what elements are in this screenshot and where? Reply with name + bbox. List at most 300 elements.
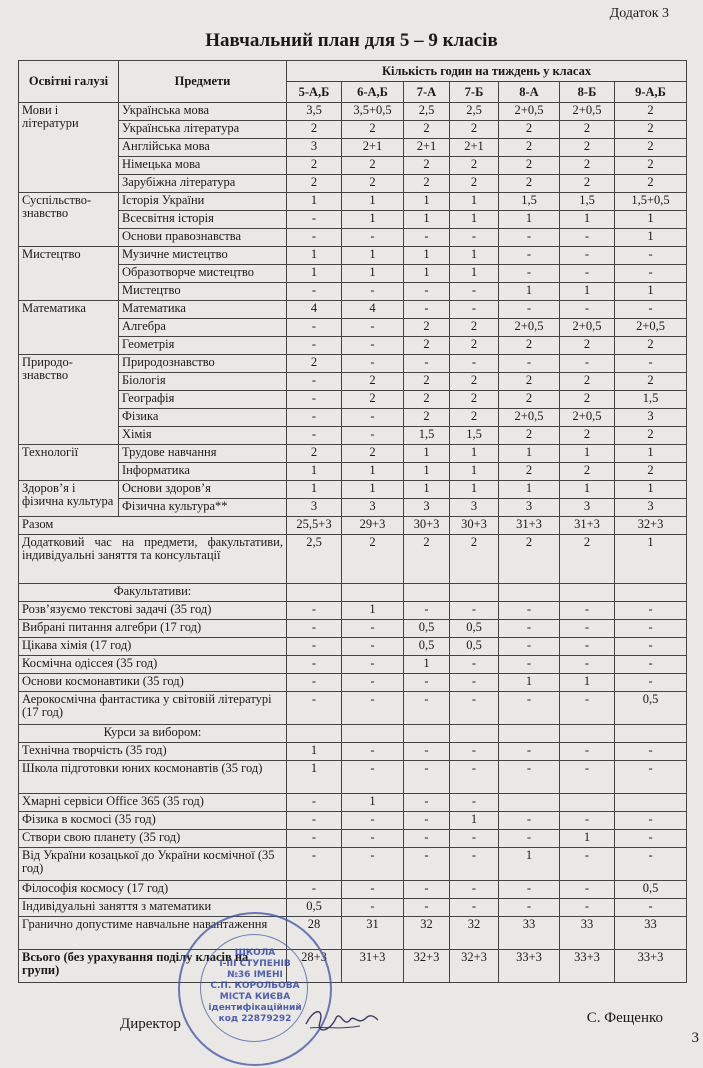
table-row — [19, 481, 687, 499]
hours-cell: - — [499, 743, 560, 761]
hours-cell: - — [615, 355, 687, 373]
subject-cell: Історія України — [119, 193, 287, 211]
hours-cell: - — [499, 265, 560, 283]
hours-cell: - — [450, 794, 499, 812]
hours-cell: 1 — [560, 481, 615, 499]
course-row — [19, 743, 687, 761]
hours-cell: 1 — [615, 445, 687, 463]
row-label: Школа підготовки юних космонавтів (35 год) — [19, 761, 287, 794]
stamp-line: код 22879292 — [218, 1014, 292, 1024]
hours-cell: 2 — [342, 373, 404, 391]
hours-cell: 1 — [450, 247, 499, 265]
table-row — [19, 427, 687, 445]
section-title: Факультативи: — [19, 584, 287, 602]
hours-cell: 3,5 — [287, 103, 342, 121]
hours-cell: 1 — [499, 283, 560, 301]
hours-cell: 28 — [287, 917, 342, 950]
page-title: Навчальний план для 5 – 9 класів — [205, 30, 498, 51]
empty-cell — [450, 725, 499, 743]
row-label: Гранично допустиме навчальне навантаження — [19, 917, 287, 950]
hours-cell: 2 — [342, 175, 404, 193]
empty-cell — [560, 584, 615, 602]
empty-cell — [499, 725, 560, 743]
subject-cell: Англійська мова — [119, 139, 287, 157]
subject-cell: Фізика — [119, 409, 287, 427]
hours-cell: - — [342, 830, 404, 848]
hours-cell: 1 — [287, 743, 342, 761]
hours-cell: 31+3 — [342, 950, 404, 983]
stamp-line: МІСТА КИЄВА — [219, 992, 291, 1002]
hours-cell: 2 — [560, 121, 615, 139]
hours-cell: - — [287, 848, 342, 881]
hours-cell: 1 — [450, 481, 499, 499]
hours-cell: 2 — [499, 337, 560, 355]
hours-cell: 2 — [615, 337, 687, 355]
elective-row — [19, 692, 687, 725]
hours-cell: - — [342, 899, 404, 917]
hours-cell: 1 — [342, 247, 404, 265]
row-label: Створи свою планету (35 год) — [19, 830, 287, 848]
hours-cell: 0,5 — [287, 899, 342, 917]
hours-cell: - — [615, 899, 687, 917]
hours-cell: - — [287, 830, 342, 848]
hours-cell: - — [342, 656, 404, 674]
hours-cell: - — [404, 794, 450, 812]
subject-cell: Музичне мистецтво — [119, 247, 287, 265]
hours-cell: 2 — [499, 535, 560, 584]
row-label: Цікава хімія (17 год) — [19, 638, 287, 656]
hours-cell: 0,5 — [615, 692, 687, 725]
hours-cell: - — [615, 265, 687, 283]
hours-cell: 2 — [499, 373, 560, 391]
director-signature — [300, 1004, 380, 1038]
hours-cell: - — [450, 355, 499, 373]
hours-cell: 2 — [499, 175, 560, 193]
hours-cell: - — [499, 247, 560, 265]
hours-cell: 2 — [560, 337, 615, 355]
hours-cell: 2+0,5 — [499, 103, 560, 121]
hours-cell: - — [404, 743, 450, 761]
hours-cell: - — [450, 674, 499, 692]
hours-cell: 4 — [287, 301, 342, 319]
hours-cell: 1 — [450, 265, 499, 283]
hours-cell: - — [450, 743, 499, 761]
hours-cell: 1 — [287, 463, 342, 481]
table-row — [19, 193, 687, 211]
stamp-line: ідентифікаційний — [208, 1003, 302, 1013]
table-row — [19, 301, 687, 319]
hours-cell: 2 — [404, 409, 450, 427]
hours-cell: 0,5 — [450, 638, 499, 656]
hours-cell: - — [499, 638, 560, 656]
hours-cell: 1 — [450, 445, 499, 463]
hours-cell: 33+3 — [615, 950, 687, 983]
hours-cell: 2 — [404, 391, 450, 409]
hours-cell: - — [342, 692, 404, 725]
hours-cell: 3 — [342, 499, 404, 517]
hours-cell: 3 — [404, 499, 450, 517]
hours-cell: - — [342, 620, 404, 638]
hours-cell: 1 — [287, 761, 342, 794]
row-label: Вибрані питання алгебри (17 год) — [19, 620, 287, 638]
hours-cell: 1,5 — [615, 391, 687, 409]
hours-cell: 0,5 — [615, 881, 687, 899]
hours-cell: 31+3 — [499, 517, 560, 535]
hours-cell: - — [615, 743, 687, 761]
hours-cell: 1 — [615, 211, 687, 229]
empty-cell — [287, 584, 342, 602]
hours-cell: - — [342, 761, 404, 794]
hours-cell: 2 — [287, 445, 342, 463]
hours-cell: 1 — [450, 193, 499, 211]
hours-cell: - — [499, 881, 560, 899]
subject-cell: Зарубіжна література — [119, 175, 287, 193]
hours-cell: 2 — [560, 373, 615, 391]
hours-cell: - — [615, 812, 687, 830]
hours-cell: 2 — [404, 175, 450, 193]
hours-cell: 3 — [499, 499, 560, 517]
plan-body — [19, 103, 687, 983]
hours-cell: - — [450, 830, 499, 848]
hours-cell: 1 — [287, 247, 342, 265]
hours-cell: 2 — [560, 157, 615, 175]
hours-cell: - — [560, 692, 615, 725]
hours-cell: 25,5+3 — [287, 517, 342, 535]
subject-cell: Географія — [119, 391, 287, 409]
total-row — [19, 517, 687, 535]
hours-cell: 1 — [615, 229, 687, 247]
hours-cell: 2+0,5 — [499, 319, 560, 337]
area-cell: Здоров’я і фізична культура — [19, 481, 119, 517]
row-label: Основи космонавтики (35 год) — [19, 674, 287, 692]
hours-cell: - — [450, 761, 499, 794]
hours-cell: 1 — [615, 481, 687, 499]
course-row — [19, 881, 687, 899]
table-row — [19, 283, 687, 301]
hours-cell: - — [287, 427, 342, 445]
row-label: Фізика в космосі (35 год) — [19, 812, 287, 830]
hours-cell: 2 — [450, 337, 499, 355]
hours-cell: 1,5+0,5 — [615, 193, 687, 211]
hours-cell: - — [404, 674, 450, 692]
hours-cell: 3 — [450, 499, 499, 517]
empty-cell — [615, 584, 687, 602]
hours-cell: - — [287, 620, 342, 638]
hours-cell: 1 — [404, 463, 450, 481]
hours-cell: - — [287, 229, 342, 247]
hours-cell: 28+3 — [287, 950, 342, 983]
hours-cell: - — [499, 692, 560, 725]
hours-cell: 2 — [615, 157, 687, 175]
hours-cell: 4 — [342, 301, 404, 319]
hours-cell: 1,5 — [404, 427, 450, 445]
hours-cell: 2 — [342, 445, 404, 463]
hours-cell: 1 — [342, 463, 404, 481]
hours-cell: 2 — [615, 139, 687, 157]
stamp-line: І-ІІІ СТУПЕНІВ — [219, 959, 291, 969]
hours-cell: - — [450, 848, 499, 881]
hours-cell: - — [287, 638, 342, 656]
subject-cell: Всесвітня історія — [119, 211, 287, 229]
subject-cell: Основи правознавства — [119, 229, 287, 247]
hours-cell: - — [342, 319, 404, 337]
empty-cell — [404, 584, 450, 602]
hours-cell: 2 — [499, 427, 560, 445]
table-row — [19, 211, 687, 229]
hours-cell: 3 — [287, 499, 342, 517]
hours-cell: - — [450, 602, 499, 620]
hours-cell: 2 — [404, 319, 450, 337]
hours-cell: - — [404, 692, 450, 725]
hours-cell: 29+3 — [342, 517, 404, 535]
hours-cell: - — [499, 301, 560, 319]
elective-row — [19, 620, 687, 638]
hours-cell: - — [615, 830, 687, 848]
area-cell: Мови і літератури — [19, 103, 119, 193]
hours-cell: - — [560, 743, 615, 761]
hours-cell: - — [560, 848, 615, 881]
hours-cell: 2 — [342, 535, 404, 584]
hours-cell: 33 — [560, 917, 615, 950]
hours-cell: 1 — [560, 674, 615, 692]
hours-cell: 33+3 — [560, 950, 615, 983]
class-header-4: 8-А — [499, 82, 560, 103]
hours-cell: - — [404, 899, 450, 917]
row-label: Хмарні сервіси Office 365 (35 год) — [19, 794, 287, 812]
subject-cell: Українська література — [119, 121, 287, 139]
hours-cell: - — [560, 265, 615, 283]
hours-cell: - — [499, 830, 560, 848]
hours-cell: 3 — [615, 499, 687, 517]
hours-cell: 2 — [615, 103, 687, 121]
hours-cell: - — [560, 881, 615, 899]
subject-cell: Основи здоров’я — [119, 481, 287, 499]
hours-cell: 1 — [342, 794, 404, 812]
hours-cell: - — [342, 848, 404, 881]
class-header-1: 6-А,Б — [342, 82, 404, 103]
hours-cell: 2 — [450, 121, 499, 139]
hours-cell: 1 — [499, 848, 560, 881]
hours-cell: 32 — [404, 917, 450, 950]
hours-cell: 31+3 — [560, 517, 615, 535]
hours-cell: - — [499, 355, 560, 373]
hours-cell: 1,5 — [560, 193, 615, 211]
subject-cell: Математика — [119, 301, 287, 319]
course-row — [19, 794, 687, 812]
hours-cell: 1 — [560, 445, 615, 463]
hours-cell: - — [404, 848, 450, 881]
hours-cell: - — [450, 692, 499, 725]
hours-cell: 0,5 — [404, 638, 450, 656]
hours-cell: 2 — [404, 121, 450, 139]
hours-cell: 2+0,5 — [560, 103, 615, 121]
hours-cell: 2+0,5 — [615, 319, 687, 337]
hours-cell: 2 — [450, 175, 499, 193]
table-row — [19, 355, 687, 373]
subject-cell: Німецька мова — [119, 157, 287, 175]
hours-cell: 1 — [404, 211, 450, 229]
subject-cell: Українська мова — [119, 103, 287, 121]
hours-cell: 3 — [615, 409, 687, 427]
hours-cell: - — [287, 881, 342, 899]
hours-cell: 2 — [450, 157, 499, 175]
subject-cell: Геометрія — [119, 337, 287, 355]
hours-cell: - — [615, 656, 687, 674]
class-header-5: 8-Б — [560, 82, 615, 103]
row-label: Аерокосмічна фантастика у світовій літературі (17 год) — [19, 692, 287, 725]
hours-cell: - — [342, 638, 404, 656]
area-cell: Технології — [19, 445, 119, 481]
hours-cell: - — [342, 355, 404, 373]
hours-cell: 1 — [450, 812, 499, 830]
hours-cell: - — [287, 794, 342, 812]
extra-row — [19, 535, 687, 584]
hours-cell: 2 — [560, 139, 615, 157]
hours-cell: - — [342, 337, 404, 355]
hours-cell: 1,5 — [450, 427, 499, 445]
hours-cell: 2 — [450, 535, 499, 584]
hours-cell: 3 — [560, 499, 615, 517]
hours-cell: 2 — [615, 373, 687, 391]
elective-row — [19, 656, 687, 674]
hours-cell: 1 — [287, 265, 342, 283]
hours-cell: - — [560, 355, 615, 373]
hours-cell: 2+0,5 — [499, 409, 560, 427]
hours-cell: - — [287, 692, 342, 725]
table-row — [19, 445, 687, 463]
stamp-line: С.П. КОРОЛЬОВА — [210, 981, 300, 991]
table-row — [19, 265, 687, 283]
subject-cell: Хімія — [119, 427, 287, 445]
hours-cell: - — [287, 211, 342, 229]
hours-cell: - — [342, 229, 404, 247]
table-row — [19, 463, 687, 481]
hours-cell: - — [404, 881, 450, 899]
hours-cell: 0,5 — [404, 620, 450, 638]
table-row — [19, 139, 687, 157]
hours-cell: 2+0,5 — [560, 319, 615, 337]
hours-cell: - — [287, 337, 342, 355]
stamp-line: №36 ІМЕНІ — [227, 970, 283, 980]
empty-cell — [450, 584, 499, 602]
page-number: 3 — [691, 1030, 699, 1046]
hours-cell: 2,5 — [404, 103, 450, 121]
hours-cell: - — [342, 812, 404, 830]
hours-cell: - — [404, 830, 450, 848]
table-row — [19, 247, 687, 265]
hours-cell: 2 — [287, 121, 342, 139]
hours-cell: - — [342, 881, 404, 899]
table-row — [19, 319, 687, 337]
hours-cell: 2,5 — [287, 535, 342, 584]
hours-cell: - — [404, 602, 450, 620]
hours-cell: - — [287, 602, 342, 620]
hours-cell: 2+1 — [404, 139, 450, 157]
class-header-3: 7-Б — [450, 82, 499, 103]
hours-cell: 2 — [404, 535, 450, 584]
table-row — [19, 175, 687, 193]
empty-cell — [342, 725, 404, 743]
table-row — [19, 157, 687, 175]
hours-cell: 1 — [404, 265, 450, 283]
hours-cell: - — [287, 391, 342, 409]
course-row — [19, 761, 687, 794]
hours-cell: 33 — [499, 917, 560, 950]
hours-cell: 1 — [615, 535, 687, 584]
hours-cell: 3,5+0,5 — [342, 103, 404, 121]
hours-cell: 1 — [404, 193, 450, 211]
hours-cell: 1 — [450, 211, 499, 229]
hours-cell: 2 — [560, 427, 615, 445]
hours-cell: - — [287, 373, 342, 391]
hours-cell: 2,5 — [450, 103, 499, 121]
hours-cell: 2 — [287, 175, 342, 193]
hours-cell: - — [450, 229, 499, 247]
hours-cell: 2 — [499, 139, 560, 157]
hours-cell: 2 — [615, 175, 687, 193]
courses-title-row — [19, 725, 687, 743]
appendix-label: Додаток 3 — [609, 6, 669, 21]
hours-cell: 1 — [287, 481, 342, 499]
hours-cell: - — [404, 301, 450, 319]
hours-cell: - — [404, 355, 450, 373]
hours-cell: 2 — [342, 391, 404, 409]
hours-cell: 1 — [287, 193, 342, 211]
hours-cell: 1 — [404, 445, 450, 463]
hours-cell: 1 — [342, 211, 404, 229]
hours-cell: 1 — [615, 283, 687, 301]
hours-cell: 2 — [450, 373, 499, 391]
row-label: Додатковий час на предмети, факультативи, індивідуальні заняття та консультації — [19, 535, 287, 584]
header-areas: Освітні галузі — [19, 61, 119, 103]
hours-cell: - — [499, 620, 560, 638]
empty-cell — [560, 725, 615, 743]
school-stamp — [178, 912, 332, 1066]
hours-cell — [615, 794, 687, 812]
table-row — [19, 409, 687, 427]
hours-cell: - — [287, 812, 342, 830]
area-cell: Суспільство-знавство — [19, 193, 119, 247]
hours-cell: - — [499, 656, 560, 674]
hours-cell: 2 — [450, 391, 499, 409]
director-name: С. Фещенко — [586, 1010, 663, 1026]
table-row — [19, 391, 687, 409]
hours-cell: - — [342, 427, 404, 445]
table-row — [19, 373, 687, 391]
hours-cell: 1 — [499, 211, 560, 229]
hours-cell: 1 — [560, 283, 615, 301]
hours-cell: - — [287, 283, 342, 301]
hours-cell: 2 — [287, 355, 342, 373]
hours-cell: - — [499, 229, 560, 247]
hours-cell: - — [404, 761, 450, 794]
hours-cell: - — [499, 761, 560, 794]
electives-title-row — [19, 584, 687, 602]
hours-cell: - — [615, 602, 687, 620]
hours-cell: - — [560, 899, 615, 917]
hours-cell: 2 — [342, 121, 404, 139]
hours-cell: 2+1 — [342, 139, 404, 157]
class-header-0: 5-А,Б — [287, 82, 342, 103]
elective-row — [19, 674, 687, 692]
empty-cell — [404, 725, 450, 743]
hours-cell: - — [404, 229, 450, 247]
hours-cell: 2 — [404, 157, 450, 175]
subject-cell: Природознавство — [119, 355, 287, 373]
row-label: Технічна творчість (35 год) — [19, 743, 287, 761]
hours-cell: 2+0,5 — [560, 409, 615, 427]
hours-cell: - — [450, 656, 499, 674]
